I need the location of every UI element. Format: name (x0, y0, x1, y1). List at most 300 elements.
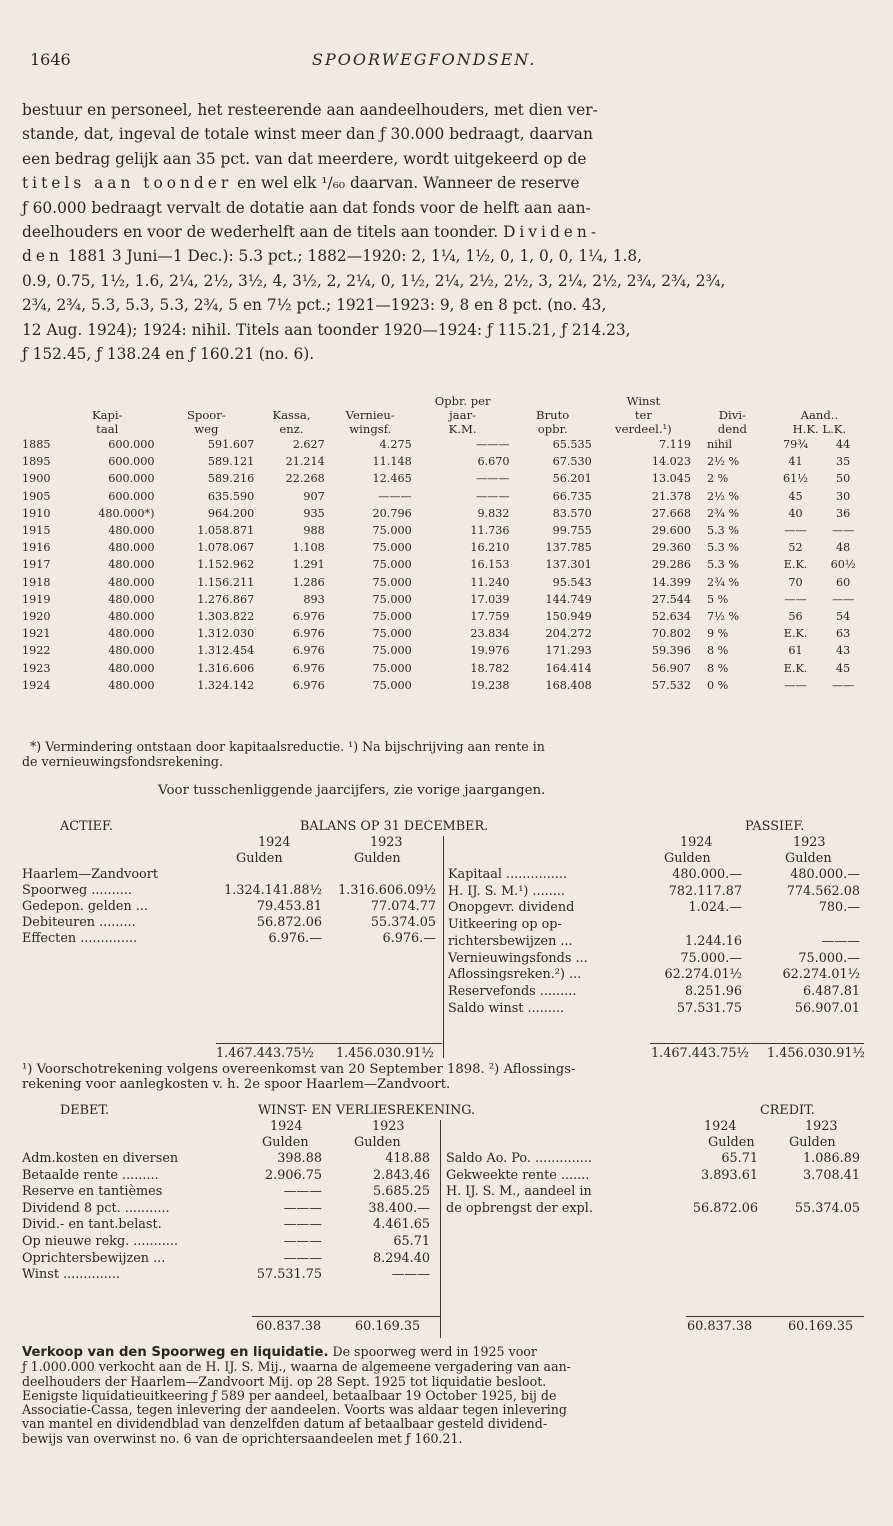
table-cell: 56 (788, 610, 803, 624)
unit-col: Gulden (354, 851, 401, 866)
table-cell: 17.039 (470, 592, 510, 606)
table-cell: 21.378 (651, 489, 691, 503)
row-year: 1916 (22, 541, 51, 555)
table-cell: 27.668 (651, 506, 691, 520)
final-line: van mantel en dividendblad van denzelfden datum af betaalbaar gesteld dividend- (22, 1416, 548, 1432)
table-cell: 75.000 (372, 644, 412, 658)
column-header: Vernieu- (345, 408, 395, 422)
table-cell: 964.200 (207, 506, 255, 520)
row-year: 1885 (22, 438, 51, 451)
row-year: 1895 (22, 455, 51, 469)
intro-line: stande, dat, ingeval de totale winst meer dan ƒ 30.000 bedraagt, daarvan (22, 125, 593, 144)
line-item-value: 480.000.— (672, 867, 742, 882)
table-cell: 480.000 (108, 592, 155, 606)
line-item-value: 3.708.41 (803, 1167, 860, 1183)
table-cell: 480.000 (108, 524, 155, 538)
table-cell: —— (831, 678, 855, 692)
table-cell: 480.000 (108, 627, 155, 641)
year-col: 1923 (372, 1119, 405, 1134)
line-item-value: 57.531.75 (676, 1000, 742, 1016)
table-cell: 14.399 (651, 575, 691, 589)
line-item-value: 2.906.75 (265, 1167, 322, 1183)
column-header: Winst (626, 394, 661, 408)
table-cell: 480.000 (108, 541, 155, 555)
line-item-value: 398.88 (277, 1151, 322, 1166)
row-year: 1905 (22, 489, 51, 503)
table-cell: 6.976 (292, 610, 325, 624)
table-cell: 1.156.211 (197, 575, 255, 589)
table-cell: 95.543 (552, 575, 592, 589)
column-header: enz. (279, 422, 304, 436)
final-line: Eenigste liquidatieuitkeering ƒ 589 per aandeel, betaalbaar 19 October 1925, bij de (22, 1387, 557, 1403)
table-cell: 2½ % (706, 455, 740, 469)
table-cell: 63 (836, 627, 851, 641)
liquidation-heading: Verkoop van den Spoorweg en liquidatie. (22, 1345, 329, 1360)
table-cell: 18.782 (470, 661, 510, 675)
running-title: SPOORWEGFONDSEN. (312, 50, 537, 69)
line-item-value: ——— (283, 1184, 322, 1200)
line-item-label: Uitkeering op op- (448, 917, 562, 933)
table-footnote: *) Vermindering ontstaan door kapitaalsreductie. ¹) Na bijschrijving aan rente in (30, 739, 545, 754)
table-cell: 7½ % (706, 610, 740, 624)
table-cell: 29.286 (651, 558, 691, 572)
table-cell: 591.607 (207, 438, 255, 451)
table-cell: 1.276.867 (197, 592, 255, 606)
table-cell: 6.976 (292, 661, 325, 675)
table-cell: 57.532 (651, 678, 691, 692)
line-item-value: 56.872.06 (256, 915, 322, 930)
row-year: 1922 (22, 644, 51, 658)
line-item-value: 774.562.08 (786, 883, 860, 899)
table-cell: 16.210 (470, 541, 510, 555)
total-rule (650, 1043, 864, 1044)
line-item-label: de opbrengst der expl. (446, 1200, 593, 1216)
spaced-term: Dividen- (503, 223, 601, 242)
table-cell: 1.312.454 (197, 644, 255, 658)
unit-col: Gulden (236, 851, 283, 866)
pl-total: 60.837.38 (687, 1319, 753, 1334)
table-cell: 79¾ (782, 438, 809, 451)
column-header: taal (96, 422, 119, 436)
final-line: ƒ 1.000.000 verkocht aan de H. IJ. S. Mij., waarna de algemeene vergadering van aan- (22, 1359, 571, 1375)
liquidation-paragraph (22, 1345, 864, 1446)
table-cell: 6.976 (292, 644, 325, 658)
table-cell: 168.408 (545, 678, 592, 692)
line-item-label: Kapitaal ............... (448, 867, 568, 882)
table-cell: 48 (836, 541, 851, 555)
table-cell: 1.312.030 (197, 627, 255, 641)
line-item-value: 55.374.05 (794, 1200, 860, 1216)
table-cell: —— (831, 592, 855, 606)
table-cell: 137.301 (545, 558, 592, 572)
table-cell: 635.590 (207, 489, 255, 503)
line-item-value: 1.086.89 (803, 1151, 860, 1166)
intro-line: bestuur en personeel, het resteerende aan aandeelhouders, met dien ver- (22, 101, 598, 119)
table-cell: 70 (788, 575, 803, 589)
year-col: 1924 (258, 835, 291, 850)
final-text: De spoorweg werd in 1925 voor (328, 1344, 537, 1359)
table-cell: —— (784, 592, 807, 606)
table-cell: 2.627 (292, 438, 325, 451)
table-cell: 16.153 (470, 558, 510, 572)
line-item-value: 65.71 (393, 1234, 430, 1249)
line-item-label: Saldo Ao. Po. .............. (446, 1151, 592, 1166)
table-cell: 2 % (706, 472, 729, 486)
table-cell: 935 (303, 506, 325, 520)
table-cell: 36 (836, 506, 851, 520)
year-col: 1924 (270, 1119, 303, 1134)
line-item-value: ——— (391, 1267, 430, 1283)
year-col: 1923 (793, 835, 826, 850)
total-rule (686, 1316, 864, 1317)
spaced-term: titels aan toonder (22, 174, 233, 193)
line-item-value: 5.685.25 (373, 1184, 430, 1200)
table-cell: 2¾ % (706, 575, 740, 589)
table-cell: 204.272 (545, 627, 592, 641)
balance-total: 1.456.030.91½ (767, 1046, 865, 1061)
line-item-value: ——— (283, 1250, 322, 1266)
page-number: 1646 (30, 50, 71, 69)
table-cell: 23.834 (470, 627, 510, 641)
passief-heading: PASSIEF. (745, 819, 805, 834)
table-cell: 56.201 (552, 472, 592, 486)
balance-total: 1.456.030.91½ (336, 1046, 434, 1061)
table-cell: —— (831, 524, 855, 538)
actief-heading: ACTIEF. (60, 819, 113, 834)
line-item-value: 3.893.61 (701, 1167, 758, 1183)
line-item-label: Debiteuren ......... (22, 915, 136, 930)
column-header: H.K. L.K. (792, 422, 847, 436)
intro-text: deelhouders en voor de wederhelft aan de titels aan toonder. (22, 223, 504, 242)
table-cell: 40 (788, 506, 803, 520)
line-item-value: 418.88 (385, 1151, 430, 1166)
row-year: 1924 (22, 678, 51, 692)
line-item-value: 8.251.96 (685, 983, 742, 999)
final-line: bewijs van overwinst no. 6 van de oprichtersaandeelen met ƒ 160.21. (22, 1430, 463, 1446)
table-cell: 0 % (706, 678, 729, 692)
table-cell: 45 (836, 661, 851, 675)
table-cell: 30 (836, 489, 851, 503)
intro-text: en wel elk ¹/₆₀ daarvan. Wanneer de reserve (232, 174, 580, 193)
spaced-term: den (22, 247, 63, 266)
table-cell: 988 (303, 524, 325, 538)
line-item-value: 6.976.— (382, 931, 436, 946)
table-cell: —— (784, 524, 807, 538)
table-cell: 35 (836, 455, 851, 469)
table-cell: 14.023 (651, 455, 691, 469)
intro-line: 12 Aug. 1924); 1924: nihil. Titels aan toonder 1920—1924: ƒ 115.21, ƒ 214.23, (22, 320, 631, 339)
total-rule (252, 1316, 440, 1317)
line-item-label: Gekweekte rente ....... (446, 1167, 590, 1183)
intro-line: 0.9, 0.75, 1½, 1.6, 2¼, 2½, 3½, 4, 3½, 2, 2¼, 0, 1½, 2¼, 2½, 2½, 3, 2¼, 2½, 2¾, 2¾, 2¾, (22, 271, 726, 290)
column-divider (440, 1120, 441, 1338)
table-cell: 480.000 (108, 661, 155, 675)
column-header: weg (194, 422, 219, 436)
table-cell: 1.108 (292, 541, 325, 555)
intro-line: een bedrag gelijk aan 35 pct. van dat meerdere, wordt uitgekeerd op de (22, 149, 587, 168)
table-cell: 27.544 (651, 592, 691, 606)
line-item-label: Aflossingsreken.²) ... (448, 967, 582, 983)
table-cell: 164.414 (545, 661, 592, 675)
table-cell: E.K. (783, 661, 808, 675)
total-rule (216, 1043, 442, 1044)
balance-note: ¹) Voorschotrekening volgens overeenkomst van 20 September 1898. ²) Aflossings- (22, 1062, 576, 1077)
line-item-value: 6.487.81 (803, 983, 860, 999)
table-cell: 480.000 (108, 644, 155, 658)
table-cell: 75.000 (372, 661, 412, 675)
line-item-label: richtersbewijzen ... (448, 933, 573, 949)
balance-total: 1.467.443.75½ (216, 1046, 314, 1061)
column-header: K.M. (448, 422, 477, 436)
intro-line: 2¾, 2¾, 5.3, 5.3, 5.3, 2¾, 5 en 7½ pct.; 1921—1923: 9, 8 en 8 pct. (no. 43, (22, 296, 607, 315)
balance-group: Haarlem—Zandvoort (22, 867, 158, 882)
table-cell: 11.148 (372, 455, 412, 469)
table-cell: 480.000 (108, 575, 155, 589)
balance-title: BALANS OP 31 DECEMBER. (300, 819, 489, 834)
table-cell: E.K. (783, 627, 808, 641)
table-cell: 8 % (706, 661, 729, 675)
line-item-value: ——— (283, 1217, 322, 1233)
table-cell: 61½ (782, 472, 809, 486)
table-cell: 70.802 (651, 627, 691, 641)
table-cell: 8 % (706, 644, 729, 658)
table-cell: 1.286 (292, 575, 325, 589)
line-item-value: 780.— (818, 900, 860, 916)
table-cell: 1.303.822 (197, 610, 255, 624)
line-item-value: ——— (821, 933, 860, 949)
table-cell: 66.735 (552, 489, 592, 503)
debet-heading: DEBET. (60, 1103, 110, 1118)
line-item-label: Dividend 8 pct. ........... (22, 1200, 170, 1216)
pl-total: 60.837.38 (256, 1319, 322, 1334)
table-cell: 54 (836, 610, 851, 624)
table-cell: 137.785 (545, 541, 592, 555)
table-cell: 11.240 (470, 575, 510, 589)
table-cell: 1.324.142 (197, 678, 255, 692)
row-year: 1920 (22, 610, 51, 624)
line-item-label: H. IJ. S. M.¹) ........ (448, 883, 565, 899)
table-cell: 1.078.067 (197, 541, 255, 555)
table-footnote: de vernieuwingsfondsrekening. (22, 754, 224, 769)
table-cell: 29.600 (651, 524, 691, 538)
table-cell: 600.000 (108, 472, 155, 486)
row-year: 1910 (22, 506, 51, 520)
table-cell: E.K. (783, 558, 808, 572)
table-cell: 60½ (830, 558, 856, 572)
table-cell: 59.396 (651, 644, 691, 658)
table-cell: 20.796 (372, 506, 412, 520)
unit-col: Gulden (262, 1135, 309, 1150)
unit-col: Gulden (785, 851, 832, 866)
table-cell: 67.530 (552, 455, 592, 469)
table-cell: 1.316.606 (197, 661, 255, 675)
line-item-label: Winst .............. (22, 1267, 120, 1283)
line-item-value: 1.244.16 (685, 933, 742, 949)
table-cell: 589.216 (207, 472, 255, 486)
table-cell: 75.000 (372, 592, 412, 606)
credit-heading: CREDIT. (760, 1103, 815, 1118)
column-header: ter (634, 408, 652, 422)
line-item-value: 480.000.— (790, 867, 860, 882)
table-cell: ——— (475, 472, 510, 486)
unit-col: Gulden (789, 1135, 836, 1150)
line-item-value: 1.316.606.09½ (338, 883, 436, 898)
line-item-value: 4.461.65 (373, 1217, 430, 1233)
table-cell: 7.119 (658, 438, 691, 451)
table-cell: 5.3 % (706, 558, 739, 572)
line-item-label: Onopgevr. dividend (448, 900, 575, 916)
balance-note: rekening voor aanlegkosten v. h. 2e spoor Haarlem—Zandvoort. (22, 1077, 451, 1092)
column-header: Bruto (536, 408, 570, 422)
line-item-value: 38.400.— (368, 1200, 430, 1216)
table-cell: 75.000 (372, 524, 412, 538)
table-cell: 1.291 (292, 558, 325, 572)
final-line (22, 1345, 864, 1360)
year-col: 1924 (704, 1119, 737, 1134)
line-item-value: 57.531.75 (256, 1267, 322, 1283)
year-col: 1924 (680, 835, 713, 850)
column-header: jaar- (449, 408, 477, 422)
line-item-value: 8.294.40 (373, 1250, 430, 1266)
table-cell: 11.736 (470, 524, 510, 538)
table-cell: 144.749 (545, 592, 592, 606)
line-item-value: 56.872.06 (692, 1200, 758, 1216)
year-col: 1923 (805, 1119, 838, 1134)
table-cell: 2¾ % (706, 506, 740, 520)
line-item-label: Betaalde rente ......... (22, 1167, 159, 1183)
table-cell: 600.000 (108, 489, 155, 503)
line-item-value: ——— (283, 1200, 322, 1216)
row-year: 1921 (22, 627, 51, 641)
table-cell: ——— (378, 489, 412, 503)
table-cell: 75.000 (372, 575, 412, 589)
intro-text: 1881 3 Juni—1 Dec.): 5.3 pct.; 1882—1920: 2, 1¼, 1½, 0, 1, 0, 0, 1¼, 1.8, (62, 247, 643, 266)
table-cell: 893 (303, 592, 325, 606)
table-cell: 17.759 (470, 610, 510, 624)
line-item-label: Effecten .............. (22, 931, 138, 946)
table-cell: 60 (836, 575, 851, 589)
unit-col: Gulden (664, 851, 711, 866)
table-cell: 13.045 (651, 472, 691, 486)
intro-line: ƒ 60.000 bedraagt vervalt de dotatie aan dat fonds voor de helft aan aan- (22, 198, 591, 217)
row-year: 1918 (22, 575, 51, 589)
table-cell: 56.907 (651, 661, 691, 675)
table-cell: 12.465 (372, 472, 412, 486)
table-cell: 19.976 (470, 644, 510, 658)
line-item-value: 77.074.77 (370, 899, 436, 914)
table-cell: 83.570 (552, 506, 592, 520)
line-item-label: Op nieuwe rekg. ........... (22, 1234, 179, 1249)
table-cell: 21.214 (285, 455, 325, 469)
table-cell: 480.000*) (98, 506, 155, 520)
column-header: verdeel.¹) (615, 422, 672, 436)
table-cell: 480.000 (108, 558, 155, 572)
table-cell: 2½ % (706, 489, 740, 503)
column-header: wingsf. (349, 422, 392, 436)
final-line: Associatie-Cassa, tegen inlevering der aandeelen. Voorts was aldaar tegen inlevering (22, 1402, 567, 1418)
unit-col: Gulden (354, 1135, 401, 1150)
table-cell: 29.360 (651, 541, 691, 555)
column-divider (443, 836, 444, 1058)
final-line: deelhouders der Haarlem—Zandvoort Mij. op 28 Sept. 1925 tot liquidatie besloot. (22, 1373, 547, 1389)
table-cell: 150.949 (545, 610, 592, 624)
line-item-value: 65.71 (721, 1151, 758, 1166)
line-item-value: 75.000.— (798, 950, 860, 966)
column-header: dend (717, 422, 747, 436)
table-cell: ——— (475, 438, 510, 451)
table-cell: 6.976 (292, 627, 325, 641)
interim-note: Voor tusschenliggende jaarcijfers, zie vorige jaargangen. (158, 783, 546, 798)
line-item-label: Spoorweg .......... (22, 883, 132, 898)
table-cell: 600.000 (108, 438, 155, 451)
row-year: 1917 (22, 558, 51, 572)
line-item-value: 56.907.01 (794, 1000, 860, 1016)
table-cell: 44 (836, 438, 851, 451)
table-cell: ——— (475, 489, 510, 503)
line-item-label: Oprichtersbewijzen ... (22, 1250, 166, 1266)
line-item-label: H. IJ. S. M., aandeel in (446, 1184, 592, 1200)
line-item-value: 62.274.01½ (664, 967, 742, 983)
table-cell: 75.000 (372, 541, 412, 555)
table-cell: 480.000 (108, 678, 155, 692)
column-header: opbr. (537, 422, 568, 436)
table-cell: 22.268 (285, 472, 325, 486)
line-item-label: Saldo winst ......... (448, 1000, 565, 1016)
line-item-label: Reservefonds ......... (448, 983, 577, 999)
table-cell: 9.832 (477, 506, 510, 520)
intro-line: ƒ 152.45, ƒ 138.24 en ƒ 160.21 (no. 6). (22, 345, 315, 364)
table-cell: 5.3 % (706, 524, 739, 538)
table-cell: 61 (788, 644, 803, 658)
table-cell: 99.755 (552, 524, 592, 538)
pl-title: WINST- EN VERLIESREKENING. (258, 1103, 476, 1118)
table-cell: 1.058.871 (197, 524, 255, 538)
column-header: Kassa, (272, 408, 311, 422)
table-cell: 4.275 (379, 438, 412, 451)
table-cell: 75.000 (372, 627, 412, 641)
line-item-value: 2.843.46 (373, 1167, 430, 1183)
table-cell: 907 (303, 489, 325, 503)
line-item-label: Gedepon. gelden ... (22, 899, 148, 914)
line-item-value: 79.453.81 (256, 899, 322, 914)
table-cell: 45 (788, 489, 803, 503)
year-col: 1923 (370, 835, 403, 850)
table-cell: nihil (706, 438, 733, 451)
table-cell: 5.3 % (706, 541, 739, 555)
line-item-value: 1.024.— (688, 900, 742, 916)
pl-total: 60.169.35 (788, 1319, 854, 1334)
row-year: 1900 (22, 472, 51, 486)
column-header: Opbr. per (434, 394, 491, 408)
column-header: Kapi- (91, 408, 123, 422)
table-cell: 480.000 (108, 610, 155, 624)
table-cell: 9 % (706, 627, 729, 641)
line-item-value: 75.000.— (680, 950, 742, 966)
line-item-value: 1.324.141.88½ (224, 883, 322, 898)
table-cell: 75.000 (372, 610, 412, 624)
column-header: Spoor- (186, 408, 226, 422)
table-cell: 75.000 (372, 678, 412, 692)
table-cell: 1.152.962 (197, 558, 255, 572)
table-cell: 52.634 (651, 610, 691, 624)
table-cell: 41 (788, 455, 803, 469)
table-cell: 6.976 (292, 678, 325, 692)
line-item-value: 782.117.87 (668, 883, 742, 899)
line-item-label: Adm.kosten en diversen (22, 1151, 179, 1166)
table-cell: 43 (836, 644, 851, 658)
line-item-label: Reserve en tantièmes (22, 1184, 163, 1200)
table-cell: 52 (788, 541, 803, 555)
